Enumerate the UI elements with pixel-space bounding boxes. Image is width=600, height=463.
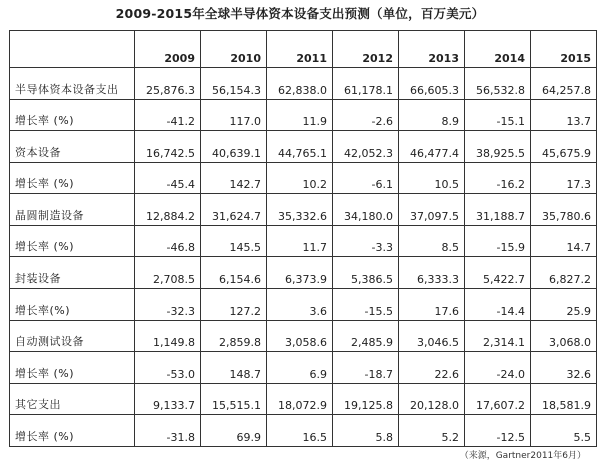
table-row bbox=[10, 162, 597, 194]
source-note: （来源，Gartner2011年6月） bbox=[459, 451, 586, 461]
value-cell: 6,154.6 bbox=[201, 257, 267, 289]
value-cell: -53.0 bbox=[135, 352, 201, 384]
row-label-cell: 半导体资本设备支出 bbox=[10, 68, 135, 100]
value-cell: 15,515.1 bbox=[201, 383, 267, 415]
value-cell: 16,742.5 bbox=[135, 131, 201, 163]
value-cell: 11.7 bbox=[267, 225, 333, 257]
value-cell: 145.5 bbox=[201, 225, 267, 257]
value-cell: -24.0 bbox=[465, 352, 531, 384]
year-header-cell: 2010 bbox=[201, 31, 267, 68]
row-label-cell: 封装设备 bbox=[10, 257, 135, 289]
value-cell: 17,607.2 bbox=[465, 383, 531, 415]
value-cell: 37,097.5 bbox=[399, 194, 465, 226]
value-cell: 69.9 bbox=[201, 415, 267, 447]
row-label-cell: 增长率 (%) bbox=[10, 99, 135, 131]
value-cell: -15.9 bbox=[465, 225, 531, 257]
value-cell: 14.7 bbox=[531, 225, 597, 257]
value-cell: 5,422.7 bbox=[465, 257, 531, 289]
value-cell: 17.3 bbox=[531, 162, 597, 194]
table-row bbox=[10, 352, 597, 384]
year-header-cell: 2015 bbox=[531, 31, 597, 68]
table-row bbox=[10, 68, 597, 100]
value-cell: 32.6 bbox=[531, 352, 597, 384]
value-cell: 3,068.0 bbox=[531, 320, 597, 352]
value-cell: -3.3 bbox=[333, 225, 399, 257]
value-cell: 35,332.6 bbox=[267, 194, 333, 226]
value-cell: 16.5 bbox=[267, 415, 333, 447]
value-cell: 148.7 bbox=[201, 352, 267, 384]
value-cell: 6.9 bbox=[267, 352, 333, 384]
value-cell: 38,925.5 bbox=[465, 131, 531, 163]
row-label-cell: 资本设备 bbox=[10, 131, 135, 163]
value-cell: 34,180.0 bbox=[333, 194, 399, 226]
year-header-cell: 2009 bbox=[135, 31, 201, 68]
value-cell: -41.2 bbox=[135, 99, 201, 131]
value-cell: -16.2 bbox=[465, 162, 531, 194]
value-cell: 2,485.9 bbox=[333, 320, 399, 352]
table-row bbox=[10, 194, 597, 226]
table-row bbox=[10, 131, 597, 163]
value-cell: -2.6 bbox=[333, 99, 399, 131]
value-cell: 5.8 bbox=[333, 415, 399, 447]
year-header-cell: 2011 bbox=[267, 31, 333, 68]
value-cell: 8.9 bbox=[399, 99, 465, 131]
value-cell: 22.6 bbox=[399, 352, 465, 384]
value-cell: 31,624.7 bbox=[201, 194, 267, 226]
value-cell: 25.9 bbox=[531, 289, 597, 321]
value-cell: 11.9 bbox=[267, 99, 333, 131]
header-row bbox=[10, 31, 597, 68]
value-cell: 3.6 bbox=[267, 289, 333, 321]
value-cell: -32.3 bbox=[135, 289, 201, 321]
value-cell: 10.2 bbox=[267, 162, 333, 194]
row-label-cell: 其它支出 bbox=[10, 383, 135, 415]
value-cell: 45,675.9 bbox=[531, 131, 597, 163]
value-cell: 6,333.3 bbox=[399, 257, 465, 289]
value-cell: 13.7 bbox=[531, 99, 597, 131]
value-cell: 117.0 bbox=[201, 99, 267, 131]
row-label-cell: 增长率 (%) bbox=[10, 352, 135, 384]
value-cell: 56,154.3 bbox=[201, 68, 267, 100]
value-cell: 61,178.1 bbox=[333, 68, 399, 100]
value-cell: 2,314.1 bbox=[465, 320, 531, 352]
value-cell: 12,884.2 bbox=[135, 194, 201, 226]
value-cell: 3,046.5 bbox=[399, 320, 465, 352]
table-body bbox=[10, 68, 597, 447]
value-cell: 10.5 bbox=[399, 162, 465, 194]
value-cell: -15.1 bbox=[465, 99, 531, 131]
value-cell: 66,605.3 bbox=[399, 68, 465, 100]
corner-header-cell bbox=[10, 31, 135, 68]
value-cell: 25,876.3 bbox=[135, 68, 201, 100]
value-cell: 127.2 bbox=[201, 289, 267, 321]
value-cell: 56,532.8 bbox=[465, 68, 531, 100]
table-row bbox=[10, 383, 597, 415]
value-cell: -45.4 bbox=[135, 162, 201, 194]
value-cell: -18.7 bbox=[333, 352, 399, 384]
value-cell: 6,373.9 bbox=[267, 257, 333, 289]
row-label-cell: 晶圆制造设备 bbox=[10, 194, 135, 226]
value-cell: -15.5 bbox=[333, 289, 399, 321]
row-label-cell: 增长率 (%) bbox=[10, 225, 135, 257]
row-label-cell: 增长率 (%) bbox=[10, 415, 135, 447]
value-cell: 62,838.0 bbox=[267, 68, 333, 100]
table-title: 2009-2015年全球半导体资本设备支出预测（单位，百万美元） bbox=[115, 6, 485, 21]
value-cell: 20,128.0 bbox=[399, 383, 465, 415]
value-cell: -46.8 bbox=[135, 225, 201, 257]
value-cell: 9,133.7 bbox=[135, 383, 201, 415]
year-header-cell: 2013 bbox=[399, 31, 465, 68]
value-cell: 1,149.8 bbox=[135, 320, 201, 352]
value-cell: 17.6 bbox=[399, 289, 465, 321]
value-cell: 40,639.1 bbox=[201, 131, 267, 163]
value-cell: 46,477.4 bbox=[399, 131, 465, 163]
value-cell: -14.4 bbox=[465, 289, 531, 321]
value-cell: 2,708.5 bbox=[135, 257, 201, 289]
value-cell: 5.5 bbox=[531, 415, 597, 447]
forecast-table bbox=[9, 30, 597, 447]
table-row bbox=[10, 225, 597, 257]
value-cell: 2,859.8 bbox=[201, 320, 267, 352]
value-cell: 42,052.3 bbox=[333, 131, 399, 163]
row-label-cell: 增长率(%) bbox=[10, 289, 135, 321]
value-cell: 142.7 bbox=[201, 162, 267, 194]
value-cell: 64,257.8 bbox=[531, 68, 597, 100]
row-label-cell: 自动测试设备 bbox=[10, 320, 135, 352]
table-row bbox=[10, 257, 597, 289]
value-cell: -6.1 bbox=[333, 162, 399, 194]
value-cell: 18,581.9 bbox=[531, 383, 597, 415]
value-cell: 44,765.1 bbox=[267, 131, 333, 163]
value-cell: 3,058.6 bbox=[267, 320, 333, 352]
value-cell: 19,125.8 bbox=[333, 383, 399, 415]
table-row bbox=[10, 320, 597, 352]
value-cell: 5.2 bbox=[399, 415, 465, 447]
value-cell: 18,072.9 bbox=[267, 383, 333, 415]
value-cell: -12.5 bbox=[465, 415, 531, 447]
value-cell: 5,386.5 bbox=[333, 257, 399, 289]
value-cell: 31,188.7 bbox=[465, 194, 531, 226]
value-cell: 8.5 bbox=[399, 225, 465, 257]
year-header-cell: 2012 bbox=[333, 31, 399, 68]
value-cell: 6,827.2 bbox=[531, 257, 597, 289]
table-row bbox=[10, 99, 597, 131]
table-row bbox=[10, 415, 597, 447]
year-header-cell: 2014 bbox=[465, 31, 531, 68]
value-cell: 35,780.6 bbox=[531, 194, 597, 226]
value-cell: -31.8 bbox=[135, 415, 201, 447]
row-label-cell: 增长率 (%) bbox=[10, 162, 135, 194]
table-row bbox=[10, 289, 597, 321]
